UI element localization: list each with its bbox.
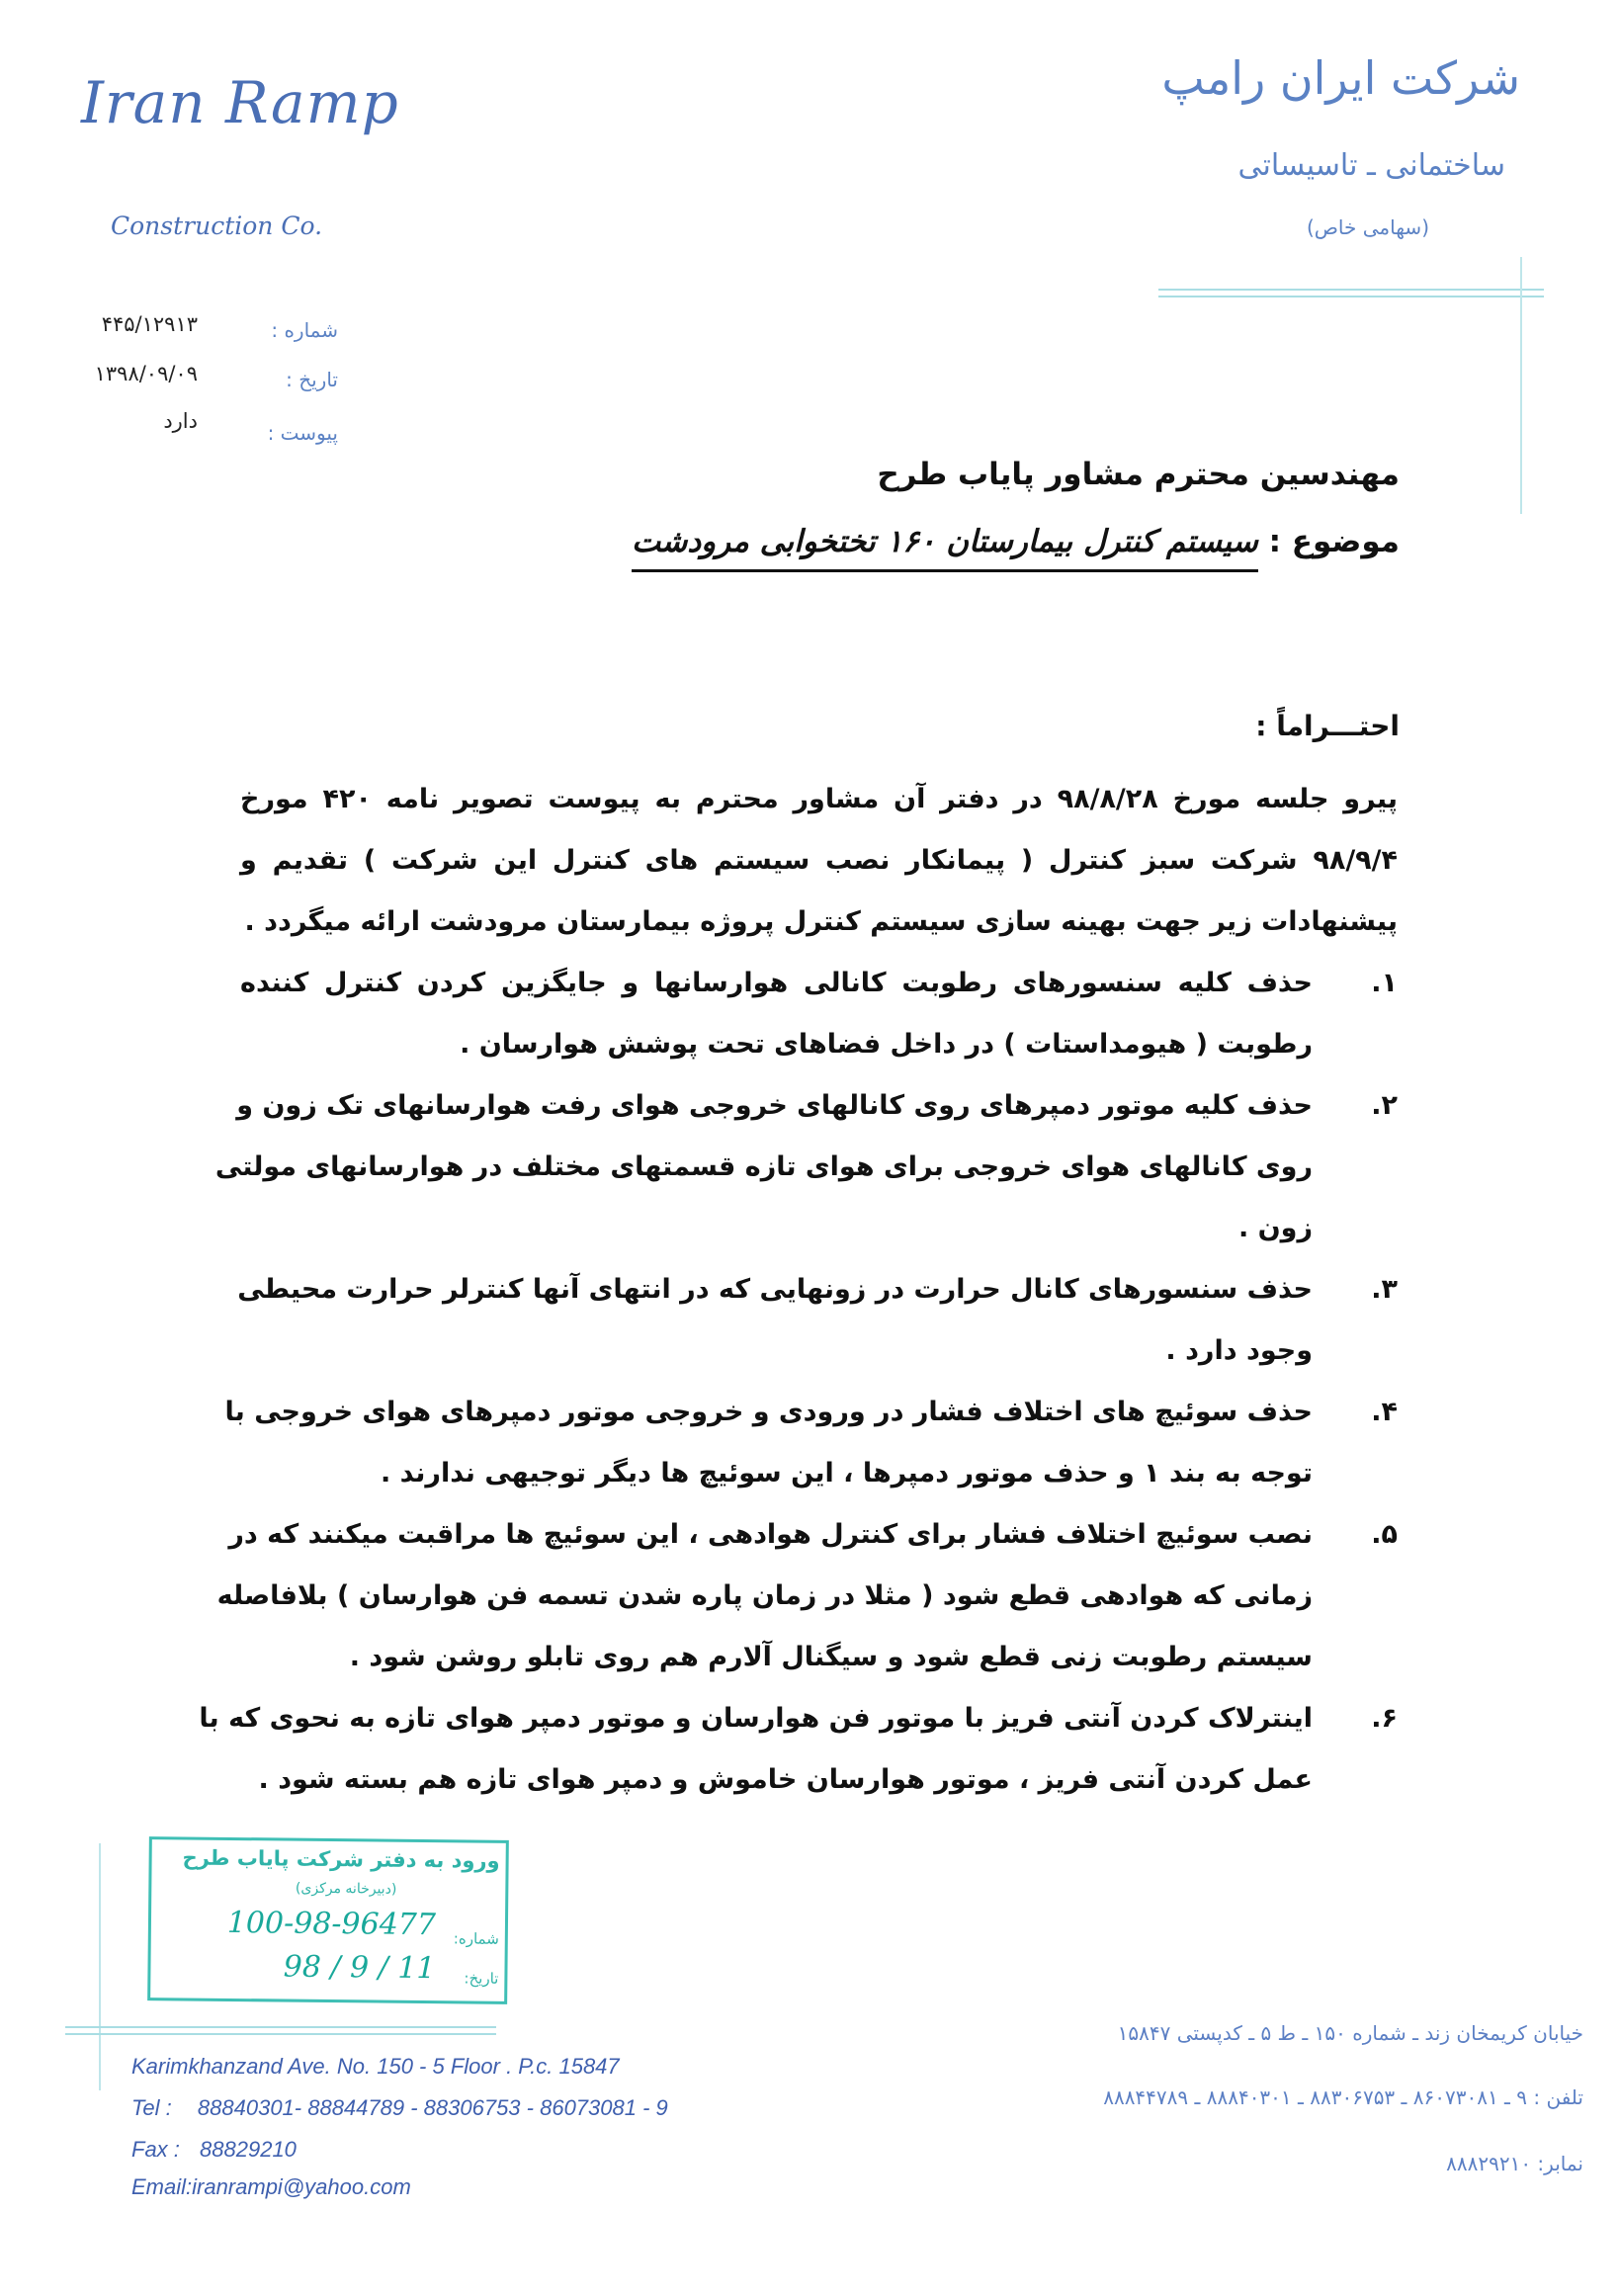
item-line: توجه به بند ۱ و حذف موتور دمپرها ، این سوئیچ ها دیگر توجیهی ندارند .: [381, 1458, 1313, 1488]
intro-paragraph: [240, 769, 1398, 953]
company-type-fa: (سهامی خاص): [1306, 215, 1429, 239]
item-line: وجود دارد .: [1165, 1335, 1313, 1366]
footer-fax-fa: نمابر: ۸۸۸۲۹۲۱۰: [1446, 2152, 1583, 2175]
item-number: ۵.: [1371, 1519, 1398, 1550]
stamp-date-value: 98 / 9 / 11: [283, 1949, 436, 1987]
stamp-title: ورود به دفتر شرکت پایاب طرح: [182, 1845, 500, 1873]
footer-address-en: Karimkhanzand Ave. No. 150 - 5 Floor . P.c. 15847: [131, 2054, 620, 2079]
item-line: اینترلاک کردن آنتی فریز با موتور فن هوارسان و موتور دمپر هوای تازه به نحوی که با: [199, 1703, 1313, 1734]
subject-text: سیستم کنترل بیمارستان ۱۶۰ تختخوابی مرودشت: [632, 524, 1258, 572]
number-value: ۴۴۵/۱۲۹۱۳: [101, 312, 198, 336]
number-label: شماره :: [271, 318, 338, 342]
header-divider: [1158, 296, 1544, 298]
item-line: روی کانالهای هوای خروجی برای هوای تازه قسمتهای مختلف در هوارسانهای مولتی: [214, 1151, 1313, 1182]
footer-address-fa: خیابان کریمخان زند ـ شماره ۱۵۰ ـ ط ۵ ـ کدپستی ۱۵۸۴۷: [1117, 2021, 1583, 2045]
footer-fax-en: [131, 2137, 297, 2163]
item-line: نصب سوئیچ اختلاف فشار برای کنترل هوادهی ، این سوئیچ ها مراقبت میکنند که در: [228, 1519, 1313, 1550]
footer-email: Email:iranrampi@yahoo.com: [131, 2174, 411, 2199]
letter-body: [199, 769, 1399, 1811]
footer-tel-fa: تلفن : ۹ ـ ۸۶۰۷۳۰۸۱ ـ ۸۸۳۰۶۷۵۳ ـ ۸۸۸۴۰۳۰۱ ـ ۸۸۸۴۴۷۸۹: [1103, 2085, 1583, 2109]
list-item: [224, 1382, 1398, 1504]
greeting: احتـــراماً :: [1255, 710, 1400, 742]
subject-label: موضوع :: [1268, 524, 1400, 559]
fax-label: Fax :: [131, 2137, 180, 2162]
item-line: سیستم رطوبت زنی قطع شود و سیگنال آلارم هم روی تابلو روشن شود .: [349, 1642, 1313, 1672]
footer-divider: [65, 2026, 496, 2028]
list-item: [240, 953, 1398, 1075]
company-subtitle-fa: ساختمانی ـ تاسیساتی: [1237, 148, 1505, 183]
footer-vertical-line: [99, 1843, 101, 2090]
list-item: [237, 1259, 1398, 1382]
intro-line: پیشنهادات زیر جهت بهینه سازی سیستم کنترل پروژه بیمارستان مرودشت ارائه میگردد .: [244, 906, 1398, 937]
item-line: زمانی که هوادهی قطع شود ( مثلا در زمان پاره شدن تسمه فن هوارسان ) بلافاصله: [216, 1580, 1313, 1611]
logo-construction-co: Construction Co.: [111, 212, 323, 240]
date-label: تاریخ :: [286, 368, 338, 391]
company-name-fa: شرکت ایران رامپ: [1161, 51, 1520, 105]
stamp-subtitle: (دبیرخانه مرکزی): [295, 1880, 397, 1898]
attachment-value: دارد: [163, 409, 198, 433]
intro-line: پیرو جلسه مورخ ۹۸/۸/۲۸ در دفتر آن مشاور محترم به پیوست تصویر نامه ۴۲۰ مورخ: [240, 784, 1399, 814]
item-line: عمل کردن آنتی فریز ، موتور هوارسان خاموش و دمپر هوای تازه هم بسته شود .: [258, 1764, 1313, 1795]
footer-divider: [65, 2033, 496, 2035]
subject-line: [632, 524, 1400, 559]
stamp-number-label: شماره:: [453, 1929, 499, 1948]
footer-tel-en: [131, 2095, 668, 2121]
tel-value: 88840301- 88844789 - 88306753 - 86073081 - 9: [197, 2095, 668, 2120]
addressee: مهندسین محترم مشاور پایاب طرح: [877, 457, 1400, 492]
date-value: ۱۳۹۸/۰۹/۰۹: [94, 362, 198, 385]
received-stamp: [147, 1836, 509, 2004]
logo-iran-ramp: Iran Ramp: [81, 69, 399, 136]
fax-value: 88829210: [200, 2137, 297, 2162]
item-line: رطوبت ( هیومداستات ) در داخل فضاهای تحت پوشش هوارسان .: [460, 1029, 1313, 1060]
item-line: حذف کلیه موتور دمپرهای روی کانالهای خروجی هوای رفت هوارسانهای تک زون و: [236, 1090, 1313, 1121]
list-item: [214, 1075, 1398, 1259]
stamp-date-label: تاریخ:: [464, 1969, 499, 1988]
item-line: حذف سوئیچ های اختلاف فشار در ورودی و خروجی موتور دمپرهای هوای خروجی با: [224, 1397, 1313, 1427]
attachment-label: پیوست :: [267, 421, 338, 445]
tel-label: Tel :: [131, 2095, 172, 2120]
item-line: حذف سنسورهای کانال حرارت در زونهایی که در انتهای آنها کنترلر حرارت محیطی: [237, 1274, 1313, 1305]
header-vertical-line: [1520, 257, 1522, 514]
item-number: ۱.: [1371, 968, 1398, 998]
header-divider: [1158, 289, 1544, 291]
item-number: ۳.: [1371, 1274, 1398, 1305]
list-item: [199, 1688, 1398, 1811]
item-number: ۴.: [1371, 1397, 1398, 1427]
stamp-number-value: 100-98-96477: [226, 1905, 437, 1943]
item-number: ۶.: [1371, 1703, 1398, 1734]
list-item: [216, 1504, 1398, 1688]
item-line: زون .: [1237, 1213, 1313, 1243]
item-number: ۲.: [1371, 1090, 1398, 1121]
intro-line: ۹۸/۹/۴ شرکت سبز کنترل ( پیمانکار نصب سیستم های کنترل این شرکت ) تقدیم و: [240, 845, 1398, 876]
item-line: حذف کلیه سنسورهای رطوبت کانالی هوارسانها و جایگزین کردن کنترل کننده: [240, 968, 1313, 998]
